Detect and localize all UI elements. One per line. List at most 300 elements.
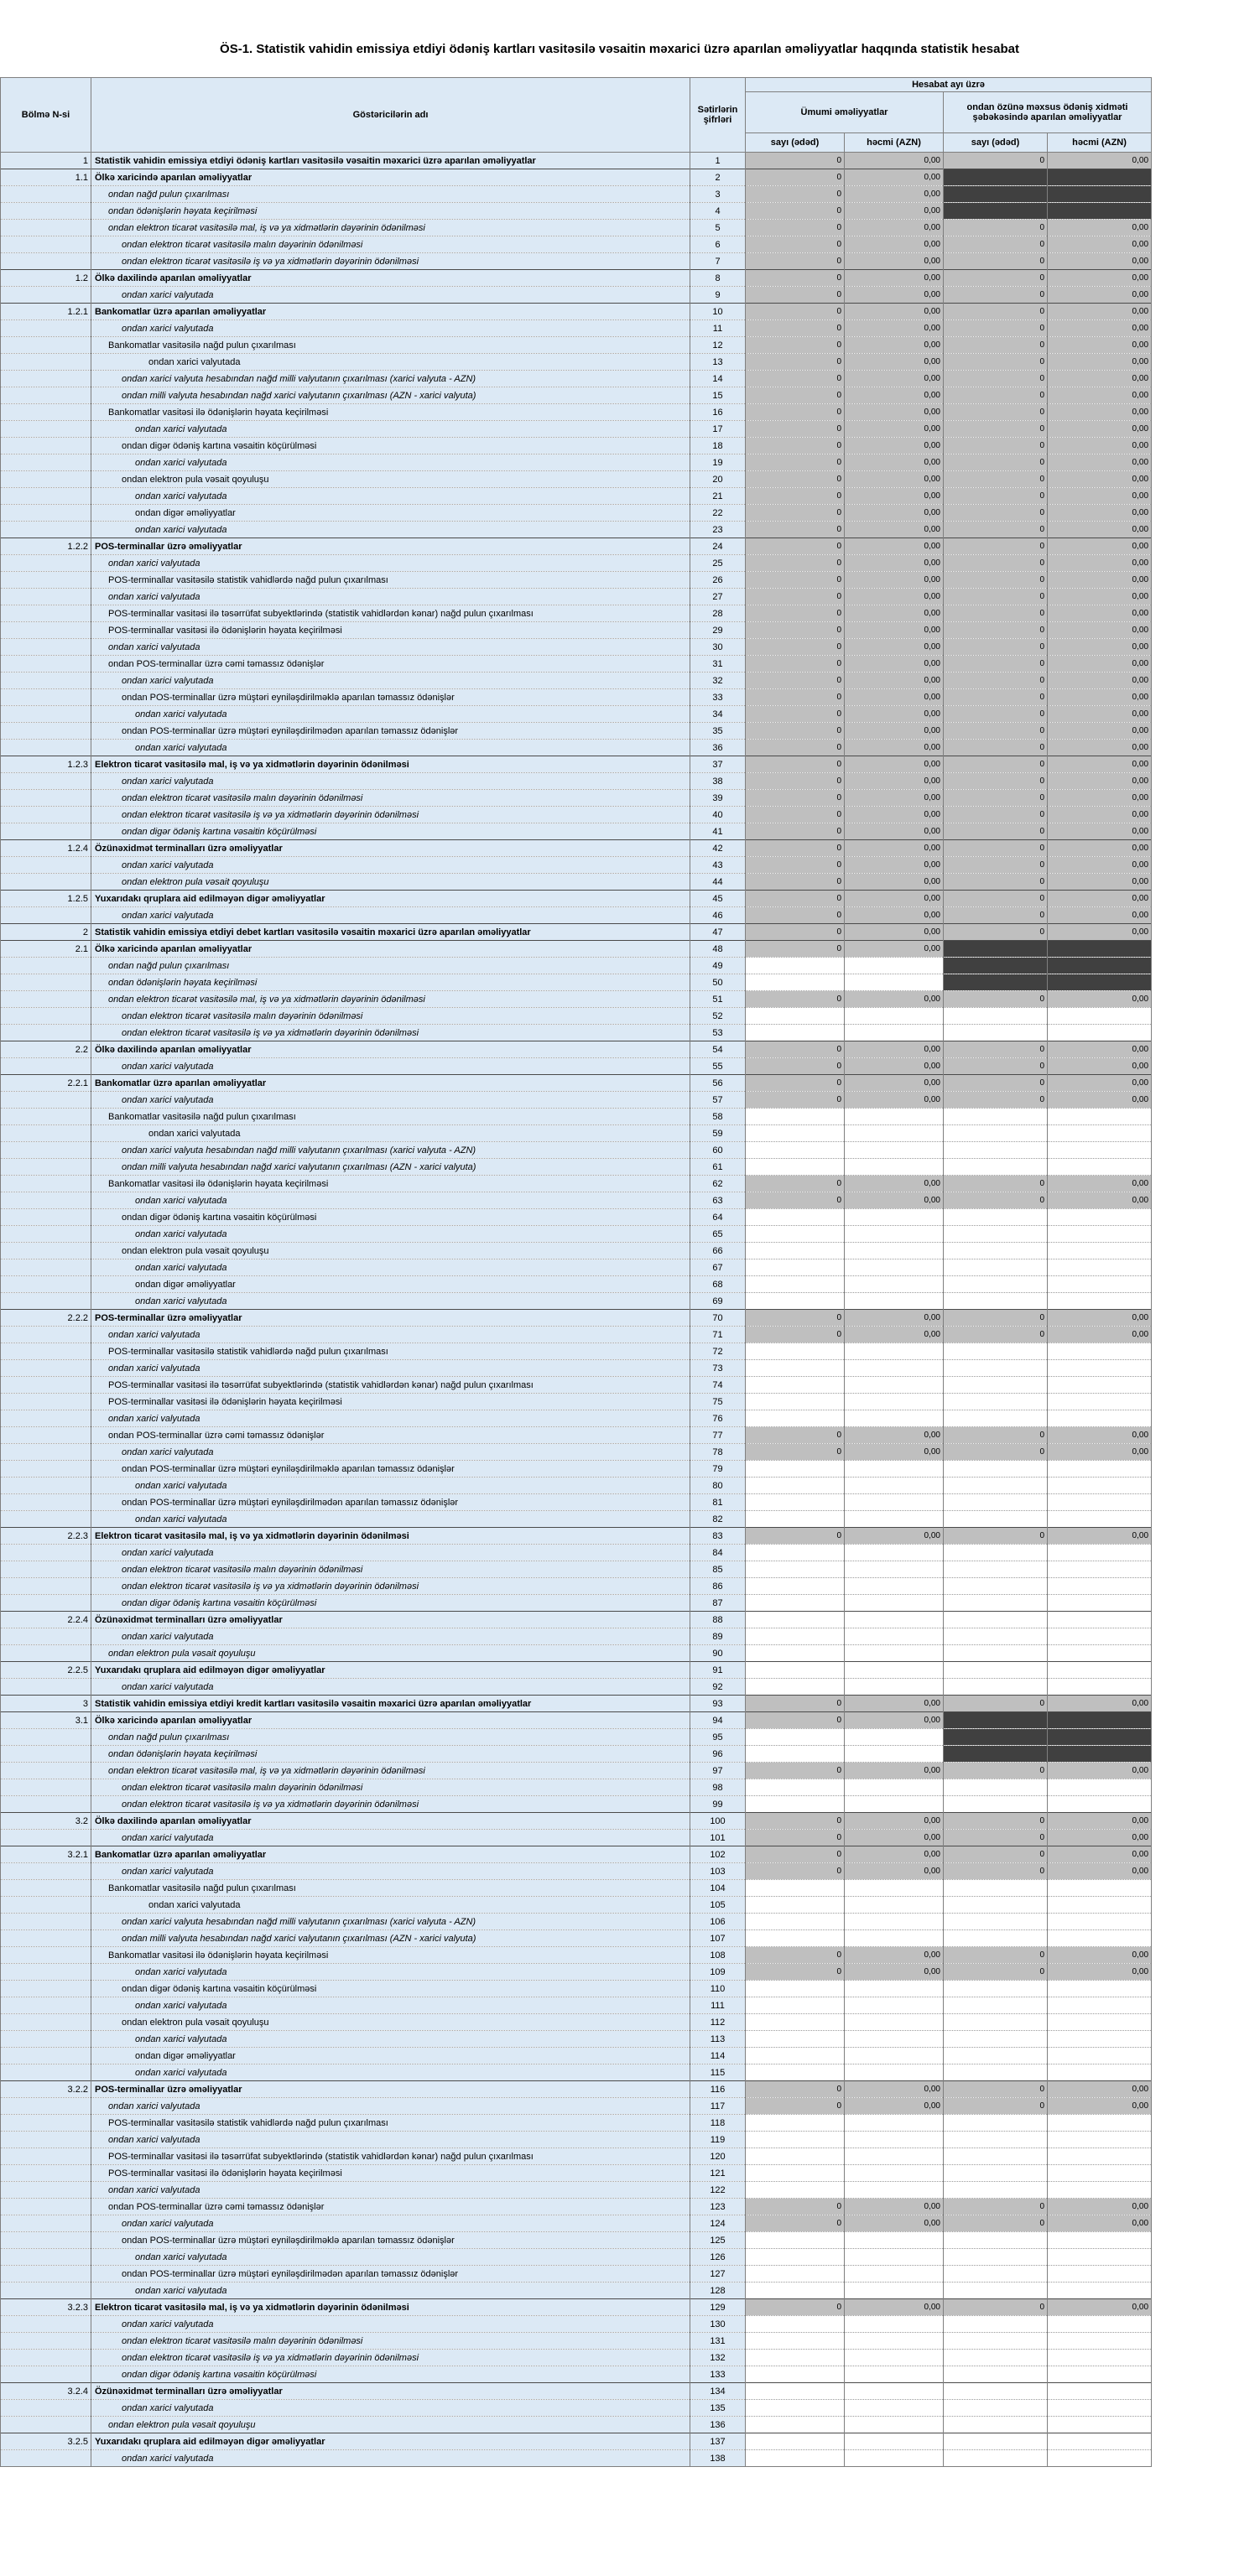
- cell-own-volume: [1048, 1578, 1152, 1595]
- table-row: [1, 756, 1152, 773]
- cell-own-count: [944, 2048, 1048, 2064]
- cell-total-count: 0: [746, 1058, 845, 1075]
- cell-own-count: 0: [944, 371, 1048, 387]
- cell-total-count: [746, 1997, 845, 2014]
- table-row: [1, 907, 1152, 924]
- cell-total-volume: 0,00: [845, 1763, 944, 1779]
- cell-total-count: 0: [746, 220, 845, 236]
- cell-total-volume: 0,00: [845, 220, 944, 236]
- indicator-label: ondan xarici valyutada: [91, 589, 690, 605]
- row-code: 59: [690, 1125, 746, 1142]
- cell-total-count: 0: [746, 538, 845, 555]
- indicator-label: ondan POS-terminallar üzrə müştəri eyniləşdirilmədən aparılan təmassız ödənişlər: [91, 723, 690, 740]
- table-row: [1, 1561, 1152, 1578]
- cell-own-volume: 0,00: [1048, 320, 1152, 337]
- cell-own-volume: [1048, 1612, 1152, 1628]
- cell-total-volume: 0,00: [845, 404, 944, 421]
- cell-own-volume: [1048, 1545, 1152, 1561]
- cell-own-count: 0: [944, 622, 1048, 639]
- indicator-label: ondan xarici valyutada: [91, 2400, 690, 2417]
- indicator-label: POS-terminallar vasitəsi ilə ödənişlərin həyata keçirilməsi: [91, 2165, 690, 2182]
- cell-own-count: [944, 2383, 1048, 2400]
- section-number: [1, 991, 91, 1008]
- cell-total-volume: 0,00: [845, 1310, 944, 1327]
- cell-own-count: [944, 1125, 1048, 1142]
- table-row: [1, 857, 1152, 874]
- row-code: 49: [690, 958, 746, 974]
- indicator-label: ondan xarici valyutada: [91, 1092, 690, 1109]
- indicator-label: ondan xarici valyutada: [91, 488, 690, 505]
- table-row: [1, 1159, 1152, 1176]
- indicator-label: ondan POS-terminallar üzrə müştəri eyniləşdirilməklə aparılan təmassız ödənişlər: [91, 1461, 690, 1478]
- row-code: 95: [690, 1729, 746, 1746]
- section-number: [1, 522, 91, 538]
- indicator-label: POS-terminallar vasitəsilə statistik vahidlərdə nağd pulun çıxarılması: [91, 1343, 690, 1360]
- cell-own-volume: [1048, 186, 1152, 203]
- row-code: 63: [690, 1192, 746, 1209]
- cell-total-count: [746, 1025, 845, 1041]
- cell-total-count: 0: [746, 471, 845, 488]
- cell-own-volume: [1048, 974, 1152, 991]
- section-number: [1, 1025, 91, 1041]
- indicator-label: ondan milli valyuta hesabından nağd xarici valyutanın çıxarılması (AZN - xarici valyuta): [91, 1930, 690, 1947]
- section-number: [1, 421, 91, 438]
- cell-total-volume: 0,00: [845, 253, 944, 270]
- cell-own-count: [944, 1394, 1048, 1410]
- table-row: [1, 1830, 1152, 1846]
- indicator-label: ondan xarici valyutada: [91, 907, 690, 924]
- header-total-count: sayı (ədəd): [746, 133, 845, 153]
- cell-total-volume: [845, 2064, 944, 2081]
- table-header: [1, 78, 1152, 153]
- section-number: [1, 1863, 91, 1880]
- cell-total-volume: [845, 2014, 944, 2031]
- cell-total-count: [746, 1410, 845, 1427]
- cell-total-count: [746, 2115, 845, 2132]
- cell-total-volume: 0,00: [845, 270, 944, 287]
- cell-total-volume: [845, 1360, 944, 1377]
- table-row: [1, 169, 1152, 186]
- table-row: [1, 354, 1152, 371]
- cell-own-volume: 0,00: [1048, 1830, 1152, 1846]
- cell-total-volume: [845, 2433, 944, 2450]
- cell-total-volume: 0,00: [845, 203, 944, 220]
- cell-total-count: [746, 1729, 845, 1746]
- section-number: [1, 605, 91, 622]
- row-code: 96: [690, 1746, 746, 1763]
- table-row: [1, 1964, 1152, 1981]
- table-row: [1, 1494, 1152, 1511]
- cell-own-volume: [1048, 1410, 1152, 1427]
- cell-total-count: [746, 958, 845, 974]
- row-code: 101: [690, 1830, 746, 1846]
- section-number: [1, 1997, 91, 2014]
- cell-total-volume: 0,00: [845, 907, 944, 924]
- cell-total-count: 0: [746, 706, 845, 723]
- cell-total-count: 0: [746, 639, 845, 656]
- cell-total-volume: [845, 1662, 944, 1679]
- section-number: [1, 2215, 91, 2232]
- table-row: [1, 991, 1152, 1008]
- table-row: [1, 454, 1152, 471]
- section-number: [1, 1444, 91, 1461]
- table-row: [1, 2048, 1152, 2064]
- cell-own-volume: [1048, 2333, 1152, 2350]
- cell-own-volume: 0,00: [1048, 2081, 1152, 2098]
- table-row: [1, 337, 1152, 354]
- row-code: 21: [690, 488, 746, 505]
- cell-own-count: [944, 1645, 1048, 1662]
- cell-own-count: 0: [944, 555, 1048, 572]
- indicator-label: ondan elektron ticarət vasitəsilə iş və ya xidmətlərin dəyərinin ödənilməsi: [91, 2350, 690, 2366]
- section-number: 3.2.3: [1, 2299, 91, 2316]
- table-row: [1, 2450, 1152, 2467]
- row-code: 102: [690, 1846, 746, 1863]
- cell-own-count: [944, 1109, 1048, 1125]
- cell-total-volume: [845, 2048, 944, 2064]
- table-row: [1, 320, 1152, 337]
- indicator-label: ondan elektron pula vəsait qoyuluşu: [91, 1243, 690, 1259]
- section-number: 2: [1, 924, 91, 941]
- section-number: [1, 2232, 91, 2249]
- cell-own-count: [944, 1293, 1048, 1310]
- cell-own-count: 0: [944, 605, 1048, 622]
- header-period: Hesabat ayı üzrə: [746, 78, 1152, 92]
- indicator-label: Statistik vahidin emissiya etdiyi debet kartları vasitəsilə vəsaitin məxarici üzrə aparılan əməliyyatlar: [91, 924, 690, 941]
- table-row: [1, 1528, 1152, 1545]
- table-row: [1, 1729, 1152, 1746]
- section-number: 3.1: [1, 1712, 91, 1729]
- indicator-label: ondan ödənişlərin həyata keçirilməsi: [91, 974, 690, 991]
- cell-own-count: [944, 1679, 1048, 1696]
- section-number: 2.2: [1, 1041, 91, 1058]
- cell-own-count: [944, 1226, 1048, 1243]
- cell-own-count: [944, 974, 1048, 991]
- cell-own-volume: [1048, 2316, 1152, 2333]
- cell-own-volume: [1048, 1746, 1152, 1763]
- cell-own-count: [944, 1494, 1048, 1511]
- row-code: 138: [690, 2450, 746, 2467]
- table-row: [1, 740, 1152, 756]
- cell-own-count: 0: [944, 220, 1048, 236]
- row-code: 13: [690, 354, 746, 371]
- table-row: [1, 404, 1152, 421]
- table-row: [1, 371, 1152, 387]
- cell-own-volume: [1048, 1880, 1152, 1897]
- table-row: [1, 840, 1152, 857]
- cell-own-volume: [1048, 2400, 1152, 2417]
- table-row: [1, 639, 1152, 656]
- cell-own-count: [944, 958, 1048, 974]
- row-code: 66: [690, 1243, 746, 1259]
- row-code: 72: [690, 1343, 746, 1360]
- cell-total-volume: [845, 2165, 944, 2182]
- cell-own-count: 0: [944, 1528, 1048, 1545]
- cell-own-volume: 0,00: [1048, 1947, 1152, 1964]
- section-number: [1, 2014, 91, 2031]
- indicator-label: ondan xarici valyutada: [91, 773, 690, 790]
- cell-own-count: [944, 2115, 1048, 2132]
- cell-own-volume: [1048, 1679, 1152, 1696]
- section-number: 1: [1, 153, 91, 169]
- row-code: 11: [690, 320, 746, 337]
- table-row: [1, 522, 1152, 538]
- row-code: 43: [690, 857, 746, 874]
- section-number: [1, 1276, 91, 1293]
- cell-total-volume: [845, 2366, 944, 2383]
- table-row: [1, 1343, 1152, 1360]
- section-number: 3.2.4: [1, 2383, 91, 2400]
- table-row: [1, 1276, 1152, 1293]
- row-code: 106: [690, 1914, 746, 1930]
- indicator-label: ondan POS-terminallar üzrə müştəri eyniləşdirilmədən aparılan təmassız ödənişlər: [91, 2266, 690, 2283]
- page-title: ÖS-1. Statistik vahidin emissiya etdiyi ödəniş kartları vasitəsilə vəsaitin məxarici üzrə aparılan əməliyyatlar haqqında statistik hesabat: [220, 42, 1019, 56]
- section-number: [1, 723, 91, 740]
- row-code: 131: [690, 2333, 746, 2350]
- cell-own-volume: [1048, 1478, 1152, 1494]
- cell-total-volume: [845, 1478, 944, 1494]
- cell-total-count: [746, 1545, 845, 1561]
- cell-total-volume: 0,00: [845, 723, 944, 740]
- indicator-label: Yuxarıdakı qruplara aid edilməyən digər əməliyyatlar: [91, 2433, 690, 2450]
- table-row: [1, 1041, 1152, 1058]
- cell-own-volume: [1048, 2014, 1152, 2031]
- row-code: 45: [690, 891, 746, 907]
- cell-own-volume: [1048, 1243, 1152, 1259]
- header-own-network-ops: ondan özünə məxsus ödəniş xidməti şəbəkəsində aparılan əməliyyatlar: [944, 92, 1152, 133]
- row-code: 121: [690, 2165, 746, 2182]
- cell-total-count: 0: [746, 1041, 845, 1058]
- cell-total-count: [746, 974, 845, 991]
- indicator-label: ondan xarici valyutada: [91, 2316, 690, 2333]
- cell-own-volume: [1048, 1561, 1152, 1578]
- cell-own-volume: 0,00: [1048, 756, 1152, 773]
- cell-total-volume: 0,00: [845, 991, 944, 1008]
- row-code: 26: [690, 572, 746, 589]
- cell-total-count: 0: [746, 689, 845, 706]
- cell-total-volume: [845, 1595, 944, 1612]
- table-row: [1, 706, 1152, 723]
- table-row: [1, 1461, 1152, 1478]
- indicator-label: Bankomatlar üzrə aparılan əməliyyatlar: [91, 304, 690, 320]
- section-number: [1, 1947, 91, 1964]
- section-number: [1, 1578, 91, 1595]
- cell-total-volume: [845, 1981, 944, 1997]
- indicator-label: ondan xarici valyutada: [91, 1410, 690, 1427]
- indicator-label: ondan xarici valyuta hesabından nağd milli valyutanın çıxarılması (xarici valyuta - AZN): [91, 1142, 690, 1159]
- cell-total-count: 0: [746, 387, 845, 404]
- cell-own-count: [944, 1025, 1048, 1041]
- row-code: 125: [690, 2232, 746, 2249]
- cell-total-count: 0: [746, 1863, 845, 1880]
- cell-own-volume: [1048, 1796, 1152, 1813]
- indicator-label: ondan xarici valyutada: [91, 1293, 690, 1310]
- row-code: 132: [690, 2350, 746, 2366]
- cell-total-volume: [845, 2283, 944, 2299]
- cell-own-volume: 0,00: [1048, 773, 1152, 790]
- row-code: 85: [690, 1561, 746, 1578]
- indicator-label: POS-terminallar üzrə əməliyyatlar: [91, 2081, 690, 2098]
- cell-total-volume: 0,00: [845, 1058, 944, 1075]
- cell-own-count: 0: [944, 1846, 1048, 1863]
- cell-own-count: [944, 1880, 1048, 1897]
- table-row: [1, 555, 1152, 572]
- row-code: 90: [690, 1645, 746, 1662]
- cell-total-volume: [845, 1930, 944, 1947]
- row-code: 27: [690, 589, 746, 605]
- section-number: [1, 2048, 91, 2064]
- table-row: [1, 304, 1152, 320]
- cell-own-count: 0: [944, 1092, 1048, 1109]
- cell-total-count: [746, 1109, 845, 1125]
- row-code: 74: [690, 1377, 746, 1394]
- cell-total-volume: 0,00: [845, 1863, 944, 1880]
- cell-total-volume: [845, 2132, 944, 2148]
- cell-own-volume: [1048, 2450, 1152, 2467]
- table-row: [1, 1192, 1152, 1209]
- cell-own-count: 0: [944, 2199, 1048, 2215]
- cell-own-count: [944, 1595, 1048, 1612]
- cell-total-count: [746, 1981, 845, 1997]
- cell-total-volume: 0,00: [845, 522, 944, 538]
- cell-own-count: 0: [944, 454, 1048, 471]
- indicator-label: Özünəxidmət terminalları üzrə əməliyyatlar: [91, 1612, 690, 1628]
- cell-total-volume: [845, 1377, 944, 1394]
- cell-total-count: 0: [746, 857, 845, 874]
- indicator-label: ondan digər ödəniş kartına vəsaitin köçürülməsi: [91, 1209, 690, 1226]
- cell-own-count: 0: [944, 656, 1048, 673]
- cell-own-count: 0: [944, 2098, 1048, 2115]
- row-code: 133: [690, 2366, 746, 2383]
- section-number: [1, 1763, 91, 1779]
- table-row: [1, 1310, 1152, 1327]
- row-code: 3: [690, 186, 746, 203]
- cell-total-volume: [845, 1914, 944, 1930]
- table-row: [1, 941, 1152, 958]
- cell-own-count: 0: [944, 1696, 1048, 1712]
- cell-total-count: [746, 1612, 845, 1628]
- section-number: [1, 673, 91, 689]
- cell-total-count: 0: [746, 1696, 845, 1712]
- cell-own-count: [944, 2366, 1048, 2383]
- table-row: [1, 723, 1152, 740]
- row-code: 86: [690, 1578, 746, 1595]
- table-row: [1, 2199, 1152, 2215]
- cell-own-count: [944, 2417, 1048, 2433]
- cell-own-count: 0: [944, 2215, 1048, 2232]
- section-number: [1, 2031, 91, 2048]
- table-row: [1, 1327, 1152, 1343]
- row-code: 107: [690, 1930, 746, 1947]
- cell-total-count: [746, 2048, 845, 2064]
- cell-own-volume: 0,00: [1048, 891, 1152, 907]
- indicator-label: ondan xarici valyutada: [91, 354, 690, 371]
- indicator-label: ondan elektron ticarət vasitəsilə mal, iş və ya xidmətlərin dəyərinin ödənilməsi: [91, 1763, 690, 1779]
- cell-total-volume: 0,00: [845, 555, 944, 572]
- cell-own-volume: 0,00: [1048, 270, 1152, 287]
- cell-total-count: [746, 1779, 845, 1796]
- cell-own-volume: [1048, 2433, 1152, 2450]
- section-number: [1, 1343, 91, 1360]
- cell-own-count: 0: [944, 840, 1048, 857]
- row-code: 67: [690, 1259, 746, 1276]
- cell-own-count: 0: [944, 891, 1048, 907]
- cell-total-count: [746, 2383, 845, 2400]
- section-number: [1, 1142, 91, 1159]
- section-number: [1, 1410, 91, 1427]
- cell-total-count: 0: [746, 1327, 845, 1343]
- cell-total-count: 0: [746, 1763, 845, 1779]
- cell-total-volume: 0,00: [845, 1192, 944, 1209]
- indicator-label: ondan xarici valyutada: [91, 1964, 690, 1981]
- row-code: 71: [690, 1327, 746, 1343]
- cell-total-volume: 0,00: [845, 505, 944, 522]
- table-row: [1, 1880, 1152, 1897]
- cell-own-count: 0: [944, 673, 1048, 689]
- cell-total-count: 0: [746, 2299, 845, 2316]
- cell-total-count: [746, 1595, 845, 1612]
- cell-total-count: [746, 2132, 845, 2148]
- section-number: [1, 1058, 91, 1075]
- table-row: [1, 656, 1152, 673]
- cell-total-count: [746, 1142, 845, 1159]
- cell-own-volume: 0,00: [1048, 1763, 1152, 1779]
- cell-own-count: [944, 1746, 1048, 1763]
- cell-own-volume: 0,00: [1048, 287, 1152, 304]
- cell-total-count: 0: [746, 991, 845, 1008]
- indicator-label: Bankomatlar vasitəsi ilə ödənişlərin həyata keçirilməsi: [91, 404, 690, 421]
- indicator-label: Statistik vahidin emissiya etdiyi kredit kartları vasitəsilə vəsaitin məxarici üzrə aparılan əməliyyatlar: [91, 1696, 690, 1712]
- cell-total-volume: [845, 2450, 944, 2467]
- cell-own-volume: [1048, 1595, 1152, 1612]
- row-code: 61: [690, 1159, 746, 1176]
- cell-total-volume: [845, 1410, 944, 1427]
- table-row: [1, 1293, 1152, 1310]
- row-code: 110: [690, 1981, 746, 1997]
- cell-own-count: [944, 2249, 1048, 2266]
- cell-own-volume: 0,00: [1048, 505, 1152, 522]
- cell-own-volume: 0,00: [1048, 1427, 1152, 1444]
- table-row: [1, 387, 1152, 404]
- cell-own-count: 0: [944, 421, 1048, 438]
- indicator-label: ondan xarici valyutada: [91, 1679, 690, 1696]
- table-row: [1, 689, 1152, 706]
- table-row: [1, 1813, 1152, 1830]
- cell-total-count: 0: [746, 2081, 845, 2098]
- cell-total-volume: [845, 1025, 944, 1041]
- row-code: 29: [690, 622, 746, 639]
- section-number: [1, 438, 91, 454]
- table-row: [1, 1763, 1152, 1779]
- table-row: [1, 1511, 1152, 1528]
- row-code: 19: [690, 454, 746, 471]
- cell-total-volume: 0,00: [845, 387, 944, 404]
- table-row: [1, 203, 1152, 220]
- row-code: 124: [690, 2215, 746, 2232]
- cell-total-count: [746, 2266, 845, 2283]
- header-section: Bölmə N-si: [1, 78, 91, 153]
- cell-total-count: [746, 2450, 845, 2467]
- indicator-label: POS-terminallar vasitəsi ilə təsərrüfat subyektlərində (statistik vahidlərdən kənar) nağd pulun çıxarılması: [91, 2148, 690, 2165]
- cell-own-count: 0: [944, 236, 1048, 253]
- cell-own-count: 0: [944, 2081, 1048, 2098]
- table-row: [1, 1796, 1152, 1813]
- cell-own-count: 0: [944, 924, 1048, 941]
- indicator-label: ondan xarici valyutada: [91, 1628, 690, 1645]
- cell-own-volume: 0,00: [1048, 236, 1152, 253]
- cell-own-count: 0: [944, 270, 1048, 287]
- cell-total-count: 0: [746, 454, 845, 471]
